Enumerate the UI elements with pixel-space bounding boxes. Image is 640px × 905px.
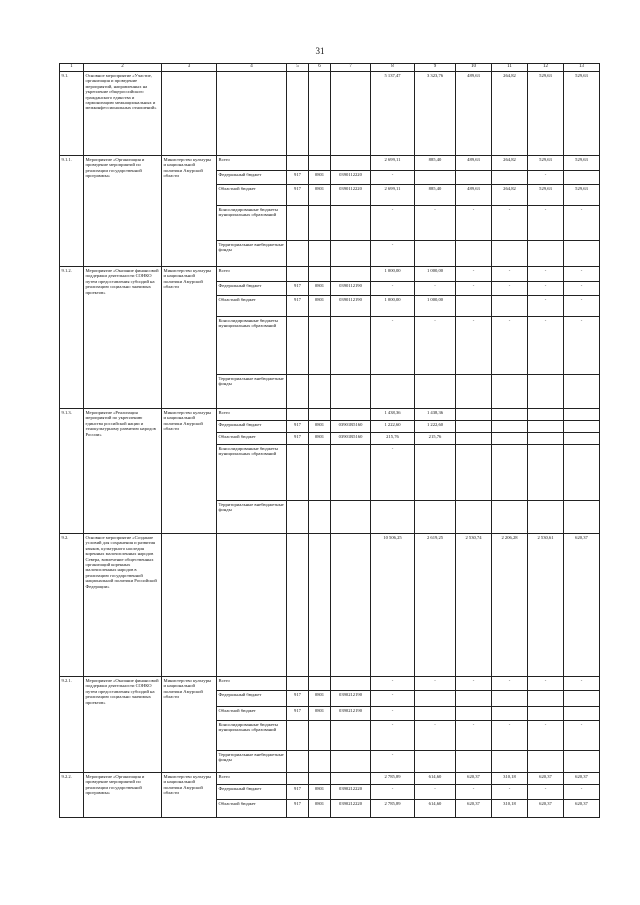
column-header: 3 [162,64,217,72]
amount-v9: 1 000,00 [415,296,456,317]
amount-v11: 310,18 [492,773,528,785]
grbs-code [287,72,309,156]
amount-v12 [528,751,564,773]
grbs-code [287,501,309,534]
funding-source: Территориальные внебюджетные фонды [217,751,287,773]
event-name: Мероприятие «Оказание финансовой поддержки деятельности СОНКО путем предоставления субсидий на реализацию социально значимых проектов» [84,677,162,773]
amount-v12 [528,707,564,721]
amount-v10 [456,501,492,534]
grbs-code: 917 [287,691,309,707]
amount-v10 [456,707,492,721]
amount-v11: 264,82 [492,185,528,206]
column-header: 13 [564,64,600,72]
amount-v9 [415,707,456,721]
amount-v10: - [456,267,492,282]
amount-v11: 310,18 [492,800,528,818]
csr-code [331,375,371,409]
amount-v8: 1 222,60 [371,421,415,433]
amount-v10: 2 530,74 [456,534,492,677]
amount-v13 [564,241,600,267]
amount-v8: - [371,751,415,773]
grbs-code [287,206,309,241]
executor: Министерство культуры и национальной политики Амурской области [162,156,217,267]
grbs-code: 917 [287,707,309,721]
amount-v11: - [492,785,528,800]
executor: Министерство культуры и национальной политики Амурской области [162,773,217,818]
rzpr-code [309,534,331,677]
amount-v8: 1 000,00 [371,267,415,282]
funding-source: Территориальные внебюджетные фонды [217,501,287,534]
amount-v11 [492,375,528,409]
amount-v12: - [528,267,564,282]
event-name: Мероприятие «Организация и проведение мероприятий по реализации государственной программы» [84,773,162,818]
funding-source: Консолидированные бюджеты муниципальных образований [217,445,287,501]
amount-v12: 620,37 [528,773,564,785]
amount-v10 [456,409,492,421]
table-row [60,534,600,677]
funding-source [217,534,287,677]
row-number: 9.1. [60,72,84,156]
amount-v9: - [415,206,456,241]
amount-v12: - [528,677,564,691]
amount-v11 [492,421,528,433]
column-header: 4 [217,64,287,72]
amount-v8: - [371,206,415,241]
amount-v13: - [564,282,600,296]
amount-v13: - [564,721,600,751]
amount-v8: - [371,171,415,185]
rzpr-code [309,721,331,751]
amount-v11: - [492,267,528,282]
grbs-code [287,375,309,409]
amount-v10: - [456,785,492,800]
amount-v11 [492,241,528,267]
amount-v11: - [492,677,528,691]
table-row [60,773,600,785]
csr-code: 0390112220 [331,185,371,206]
amount-v8: 1 438,36 [371,409,415,421]
csr-code [331,773,371,785]
amount-v11 [492,501,528,534]
amount-v12: - [528,206,564,241]
amount-v11 [492,409,528,421]
funding-source: Консолидированные бюджеты муниципальных образований [217,317,287,375]
amount-v8: - [371,785,415,800]
csr-code [331,409,371,421]
column-header: 5 [287,64,309,72]
amount-v11: - [492,282,528,296]
amount-v13: 620,37 [564,773,600,785]
grbs-code: 917 [287,185,309,206]
csr-code: 0390212190 [331,707,371,721]
grbs-code [287,721,309,751]
amount-v10: - [456,677,492,691]
grbs-code: 917 [287,785,309,800]
amount-v9: 885,40 [415,185,456,206]
row-number: 9.2.2. [60,773,84,818]
amount-v10 [456,171,492,185]
column-header: 9 [415,64,456,72]
grbs-code: 917 [287,433,309,445]
amount-v12: 620,37 [528,800,564,818]
funding-source: Федеральный бюджет [217,171,287,185]
csr-code [331,72,371,156]
rzpr-code: 0801 [309,707,331,721]
rzpr-code: 0801 [309,421,331,433]
amount-v11 [492,707,528,721]
amount-v10 [456,296,492,317]
amount-v13 [564,501,600,534]
amount-v13: 529,63 [564,185,600,206]
column-header: 1 [60,64,84,72]
csr-code: 03901R5160 [331,433,371,445]
grbs-code [287,773,309,785]
rzpr-code [309,677,331,691]
rzpr-code [309,241,331,267]
rzpr-code: 0801 [309,282,331,296]
budget-table [59,63,600,818]
rzpr-code [309,317,331,375]
amount-v13 [564,707,600,721]
csr-code [331,751,371,773]
csr-code [331,241,371,267]
rzpr-code: 0801 [309,185,331,206]
amount-v8: 215,76 [371,433,415,445]
amount-v13 [564,409,600,421]
funding-source: Всего [217,409,287,421]
amount-v9: 614,60 [415,773,456,785]
amount-v12: 529,63 [528,72,564,156]
amount-v12: - [528,171,564,185]
amount-v12 [528,501,564,534]
amount-v13 [564,691,600,707]
amount-v9 [415,751,456,773]
event-name: Мероприятие «Организация и проведение мероприятий по реализации государственной программы» [84,156,162,267]
amount-v9: 3 323,76 [415,72,456,156]
amount-v9: - [415,282,456,296]
rzpr-code: 0801 [309,296,331,317]
row-number: 9.2.1. [60,677,84,773]
grbs-code [287,156,309,171]
amount-v9 [415,445,456,501]
row-number: 9.1.2. [60,267,84,409]
grbs-code [287,317,309,375]
amount-v8: - [371,241,415,267]
grbs-code: 917 [287,296,309,317]
executor [162,534,217,677]
grbs-code: 917 [287,421,309,433]
amount-v9 [415,241,456,267]
amount-v8: 2 699,11 [371,185,415,206]
amount-v11: 264,82 [492,156,528,171]
funding-source: Областной бюджет [217,433,287,445]
csr-code [331,156,371,171]
funding-source: Федеральный бюджет [217,421,287,433]
amount-v11 [492,445,528,501]
amount-v10: - [456,721,492,751]
amount-v10: 489,63 [456,156,492,171]
amount-v10 [456,433,492,445]
table-row [60,72,600,156]
grbs-code [287,677,309,691]
event-name: Мероприятие «Реализация мероприятий по укреплению единства российской нации и этнокультурному развитию народов России» [84,409,162,534]
executor: Министерство культуры и национальной политики Амурской области [162,409,217,534]
csr-code [331,267,371,282]
rzpr-code [309,409,331,421]
amount-v9: 885,40 [415,156,456,171]
amount-v10: - [456,282,492,296]
grbs-code [287,409,309,421]
amount-v8: 10 506,25 [371,534,415,677]
amount-v8: - [371,707,415,721]
amount-v9: 1 222,60 [415,421,456,433]
amount-v13 [564,375,600,409]
funding-source: Всего [217,156,287,171]
amount-v9: - [415,785,456,800]
rzpr-code [309,445,331,501]
funding-source: Консолидированные бюджеты муниципальных образований [217,206,287,241]
rzpr-code: 0801 [309,433,331,445]
amount-v8: - [371,691,415,707]
amount-v8: - [371,317,415,375]
row-number: 9.1.1. [60,156,84,267]
table-row [60,677,600,691]
amount-v9 [415,501,456,534]
amount-v9: 2 619,25 [415,534,456,677]
amount-v9: 1 438,36 [415,409,456,421]
grbs-code: 917 [287,282,309,296]
amount-v12: - [528,296,564,317]
rzpr-code [309,375,331,409]
amount-v13 [564,751,600,773]
amount-v8: - [371,677,415,691]
csr-code [331,206,371,241]
csr-code: 0390212220 [331,800,371,818]
column-header: 12 [528,64,564,72]
amount-v12 [528,421,564,433]
amount-v12 [528,375,564,409]
amount-v11: 264,82 [492,72,528,156]
amount-v10 [456,445,492,501]
amount-v11 [492,433,528,445]
funding-source: Областной бюджет [217,707,287,721]
rzpr-code [309,773,331,785]
csr-code [331,534,371,677]
rzpr-code: 0801 [309,800,331,818]
csr-code [331,317,371,375]
funding-source [217,72,287,156]
rzpr-code: 0801 [309,171,331,185]
csr-code: 03901R5160 [331,421,371,433]
amount-v8: 2 785,89 [371,773,415,785]
column-header: 8 [371,64,415,72]
amount-v12 [528,409,564,421]
csr-code [331,721,371,751]
amount-v10 [456,691,492,707]
grbs-code [287,267,309,282]
amount-v13: - [564,677,600,691]
grbs-code [287,445,309,501]
rzpr-code [309,267,331,282]
amount-v13 [564,433,600,445]
funding-source: Федеральный бюджет [217,785,287,800]
amount-v11 [492,751,528,773]
amount-v8: 5 137,47 [371,72,415,156]
amount-v11: - [492,206,528,241]
csr-code: 0390212220 [331,785,371,800]
amount-v9: 614,60 [415,800,456,818]
amount-v12: - [528,785,564,800]
amount-v13 [564,421,600,433]
csr-code [331,501,371,534]
rzpr-code [309,206,331,241]
amount-v13: 529,63 [564,72,600,156]
event-name: Основное мероприятие «Участие, организация и проведение мероприятий, направленных на укрепление общероссийского гражданского единства и гармонизацию межнациональных и межконфессиональных отношений» [84,72,162,156]
row-number: 9.2. [60,534,84,677]
amount-v12 [528,445,564,501]
amount-v8: - [371,445,415,501]
amount-v10: 489,63 [456,72,492,156]
amount-v13: 529,63 [564,156,600,171]
amount-v13: 620,37 [564,800,600,818]
amount-v12: - [528,721,564,751]
event-name: Мероприятие «Оказание финансовой поддержки деятельности СОНКО путем предоставления субсидий на реализацию социально значимых проектов» [84,267,162,409]
csr-code [331,445,371,501]
funding-source: Федеральный бюджет [217,691,287,707]
page-number: 31 [315,46,325,56]
funding-source: Областной бюджет [217,185,287,206]
event-name: Основное мероприятие «Создание условий для сохранения и развития языков, культурного наследия коренных малочисленных народов Севера, вовлечение общественных организаций коренных малочисленных народов в реализацию государственной национальной политики Российской Федерации» [84,534,162,677]
amount-v9: - [415,677,456,691]
funding-source: Всего [217,267,287,282]
amount-v13 [564,171,600,185]
grbs-code [287,534,309,677]
table-row [60,409,600,421]
amount-v8: - [371,721,415,751]
amount-v12: 2 530,61 [528,534,564,677]
amount-v9 [415,171,456,185]
grbs-code [287,241,309,267]
amount-v9 [415,375,456,409]
funding-source: Всего [217,773,287,785]
column-header: 2 [84,64,162,72]
rzpr-code [309,751,331,773]
rzpr-code [309,501,331,534]
amount-v13: - [564,317,600,375]
table-row [60,156,600,171]
amount-v10 [456,751,492,773]
amount-v12 [528,241,564,267]
amount-v12: 529,63 [528,185,564,206]
amount-v10: 620,37 [456,800,492,818]
funding-source: Территориальные внебюджетные фонды [217,375,287,409]
amount-v10: 489,63 [456,185,492,206]
grbs-code: 917 [287,171,309,185]
amount-v13 [564,445,600,501]
grbs-code: 917 [287,800,309,818]
csr-code: 0390212190 [331,691,371,707]
amount-v8: - [371,282,415,296]
csr-code: 0390112190 [331,296,371,317]
amount-v12: - [528,317,564,375]
amount-v13: - [564,267,600,282]
amount-v9: - [415,721,456,751]
amount-v9: 215,76 [415,433,456,445]
amount-v12 [528,433,564,445]
column-header: 6 [309,64,331,72]
column-header: 11 [492,64,528,72]
rzpr-code [309,156,331,171]
amount-v8: 2 785,89 [371,800,415,818]
funding-source: Территориальные внебюджетные фонды [217,241,287,267]
funding-source: Областной бюджет [217,296,287,317]
amount-v10: 620,37 [456,773,492,785]
csr-code: 0390112190 [331,282,371,296]
amount-v9: 1 000,00 [415,267,456,282]
rzpr-code: 0801 [309,785,331,800]
header-row [60,64,600,72]
grbs-code [287,751,309,773]
amount-v11 [492,171,528,185]
amount-v8 [371,501,415,534]
amount-v12: 529,63 [528,156,564,171]
executor: Министерство культуры и национальной политики Амурской области [162,267,217,409]
amount-v9: - [415,317,456,375]
row-number: 9.1.3. [60,409,84,534]
funding-source: Федеральный бюджет [217,282,287,296]
amount-v11: - [492,721,528,751]
amount-v11 [492,691,528,707]
executor [162,72,217,156]
funding-source: Областной бюджет [217,800,287,818]
rzpr-code [309,72,331,156]
amount-v10 [456,375,492,409]
executor: Министерство культуры и национальной политики Амурской области [162,677,217,773]
column-header: 10 [456,64,492,72]
amount-v10: - [456,206,492,241]
amount-v8 [371,375,415,409]
amount-v11: 2 206,28 [492,534,528,677]
rzpr-code: 0801 [309,691,331,707]
amount-v10 [456,241,492,267]
amount-v12 [528,691,564,707]
amount-v11 [492,296,528,317]
amount-v10 [456,421,492,433]
amount-v9 [415,691,456,707]
amount-v8: 1 000,00 [371,296,415,317]
amount-v12: - [528,282,564,296]
amount-v11: - [492,317,528,375]
csr-code: 0390112220 [331,171,371,185]
csr-code [331,677,371,691]
amount-v13: - [564,785,600,800]
funding-source: Консолидированные бюджеты муниципальных образований [217,721,287,751]
amount-v13: - [564,296,600,317]
column-header: 7 [331,64,371,72]
funding-source: Всего [217,677,287,691]
amount-v13: - [564,206,600,241]
table-row [60,267,600,282]
amount-v10: - [456,317,492,375]
amount-v13: 620,37 [564,534,600,677]
amount-v8: 2 699,11 [371,156,415,171]
